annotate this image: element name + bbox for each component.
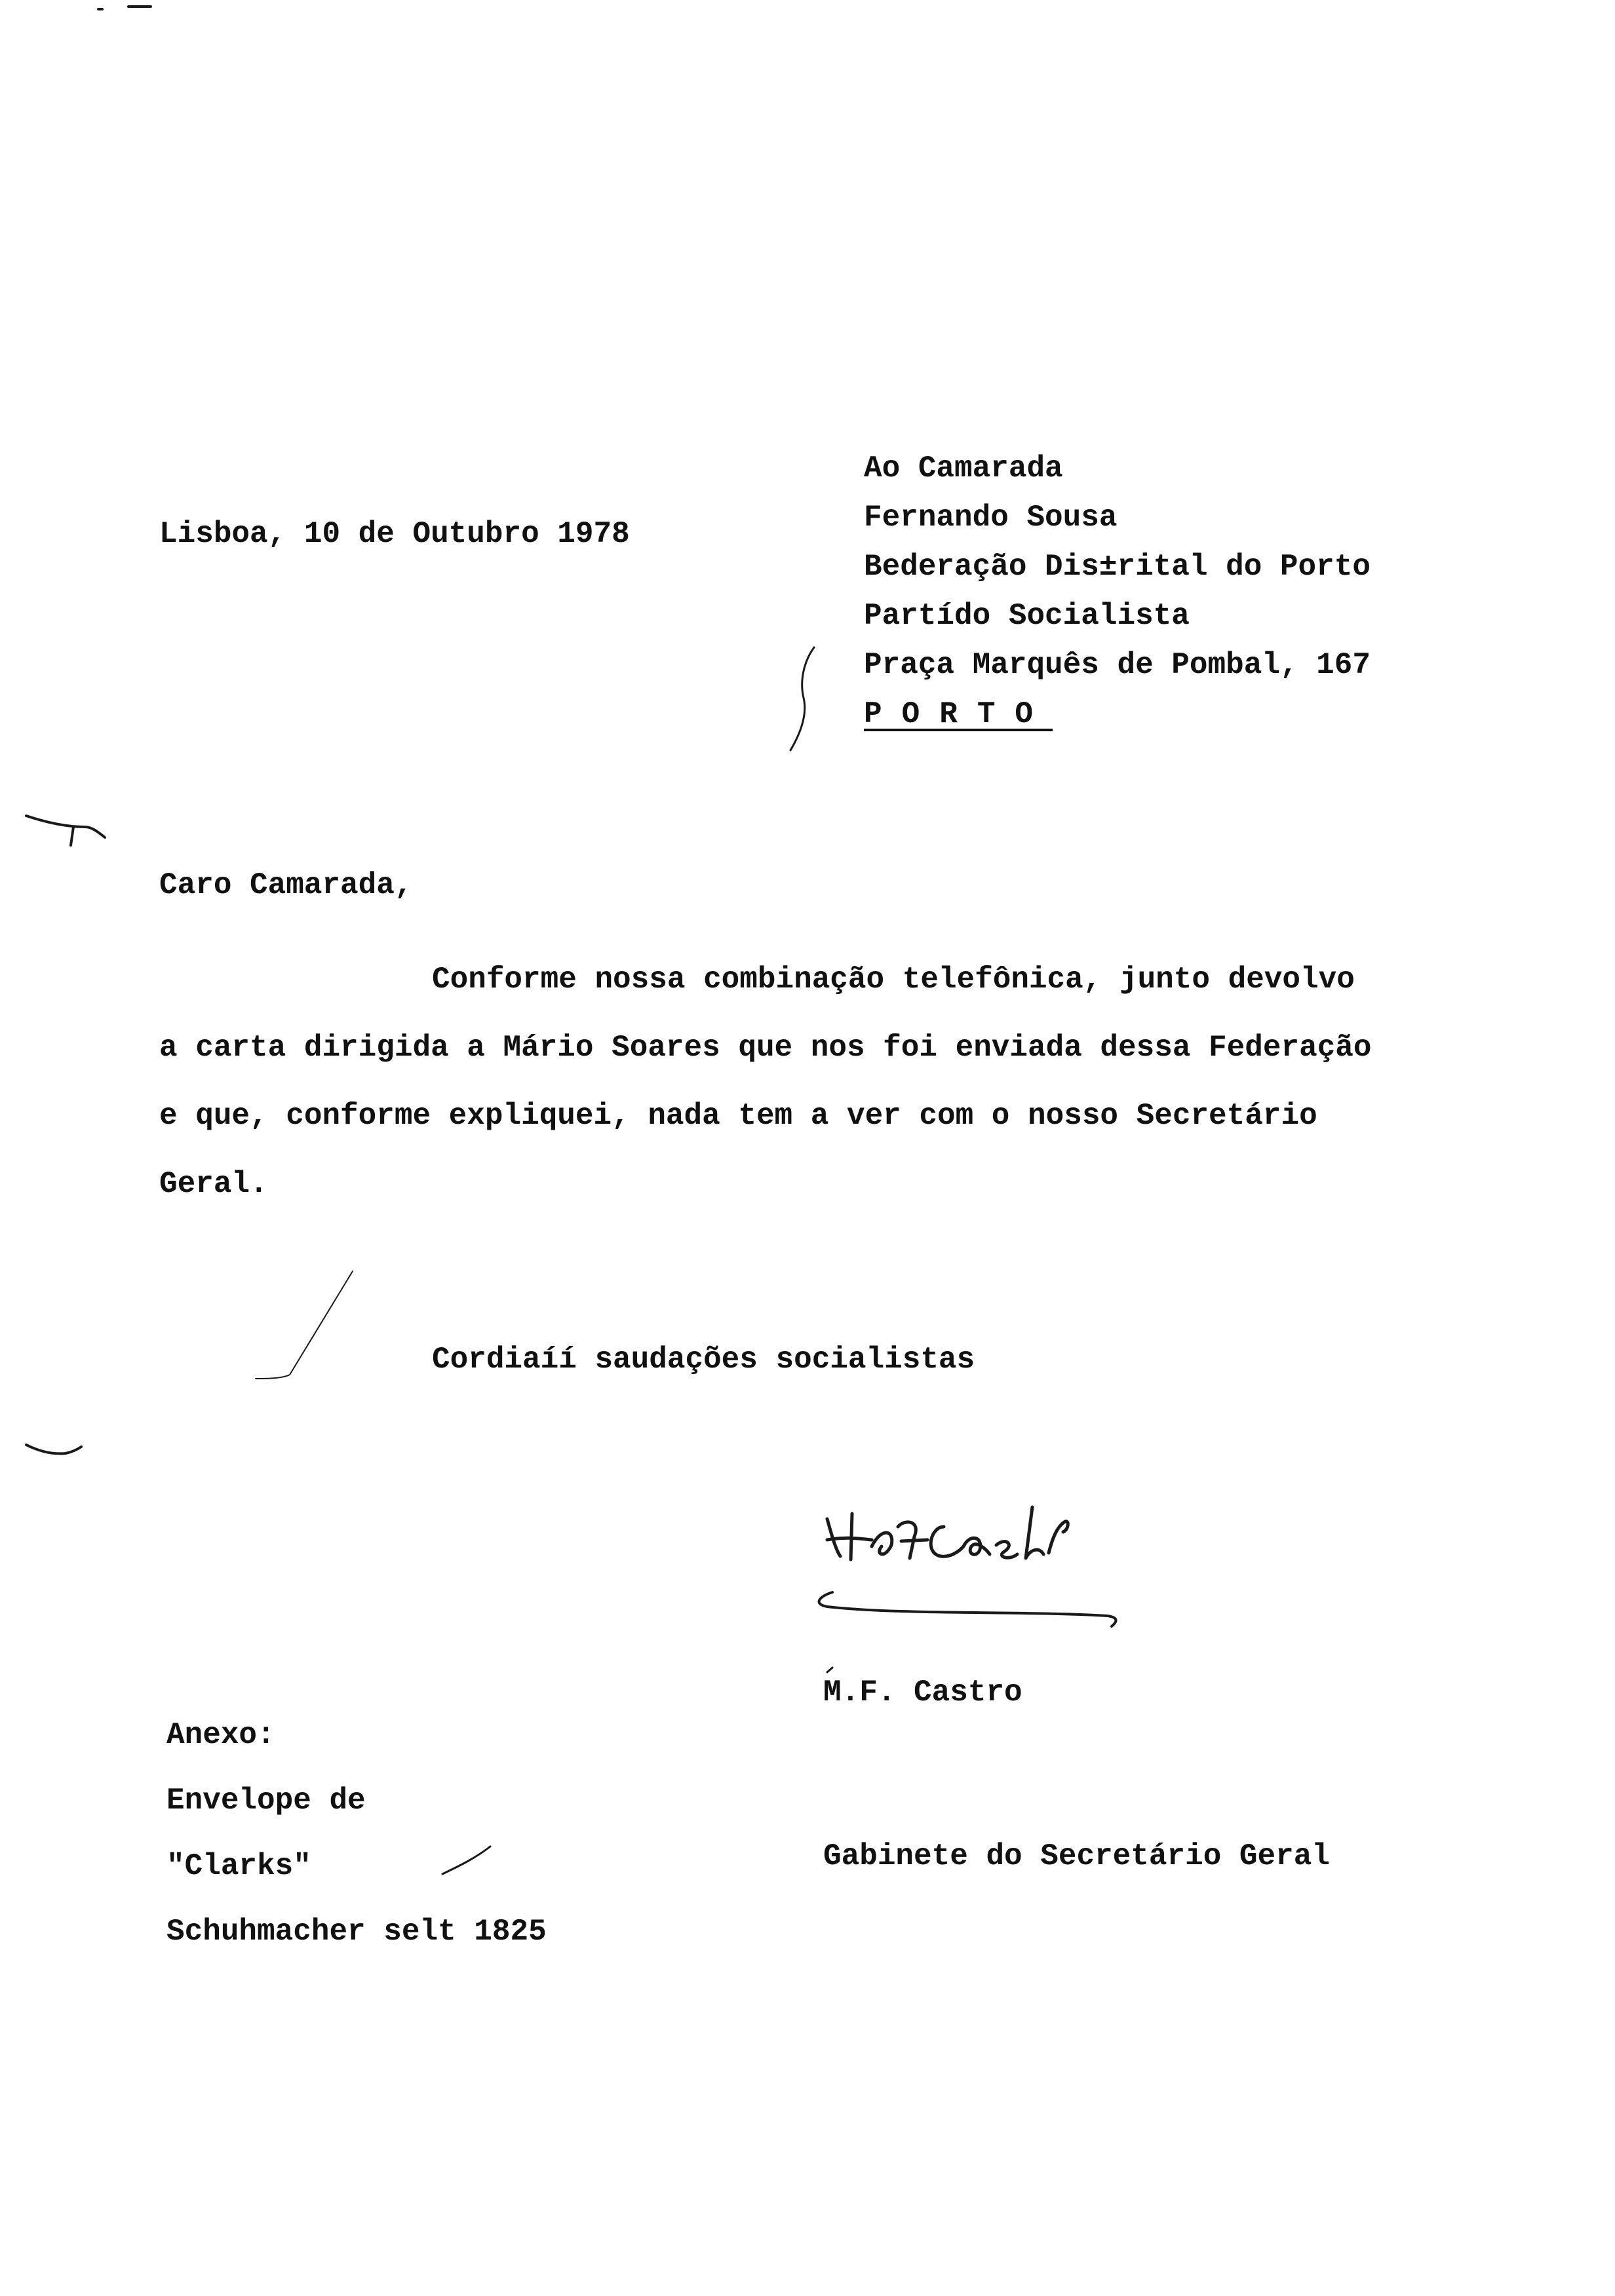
- body-line-4: Geral.: [159, 1167, 268, 1201]
- recipient-party: Partído Socialista: [864, 599, 1190, 633]
- recipient-name: Fernando Sousa: [864, 501, 1118, 535]
- body-line-3: e que, conforme expliquei, nada tem a ver com o nosso Secretário: [159, 1099, 1317, 1133]
- recipient-city: PORTO: [864, 697, 1053, 731]
- annex-stroke-mark: [442, 1846, 490, 1874]
- recipient-line-1: Ao Camarada: [864, 451, 1063, 486]
- annex-heading: Anexo:: [166, 1718, 275, 1752]
- pencil-stroke-closing: [256, 1271, 353, 1379]
- salutation: Caro Camarada,: [159, 868, 413, 902]
- signatory-office: Gabinete do Secretário Geral: [823, 1839, 1330, 1873]
- annex-line-1: Envelope de: [166, 1784, 366, 1818]
- signatory-name: M.F. Castro: [823, 1675, 1022, 1710]
- closing: Cordiaíí saudações socialistas: [432, 1343, 975, 1377]
- handwritten-signature: [819, 1507, 1116, 1672]
- recipient-organization: Bederação Dis±rital do Porto: [864, 550, 1371, 584]
- corner-speck-mark: [98, 7, 151, 9]
- letter-date: Lisboa, 10 de Outubro 1978: [159, 517, 630, 551]
- annex-line-3: Schuhmacher selt 1825: [166, 1915, 547, 1949]
- margin-bracket-mark: [790, 647, 814, 750]
- body-line-1: Conforme nossa combinação telefônica, junto devolvo: [432, 963, 1355, 997]
- left-margin-tick-1: [26, 816, 105, 845]
- annex-line-2: "Clarks": [166, 1849, 311, 1883]
- body-line-2: a carta dirigida a Mário Soares que nos foi enviada dessa Federação: [159, 1031, 1372, 1065]
- recipient-street: Praça Marquês de Pombal, 167: [864, 648, 1371, 682]
- left-margin-tick-2: [26, 1445, 81, 1453]
